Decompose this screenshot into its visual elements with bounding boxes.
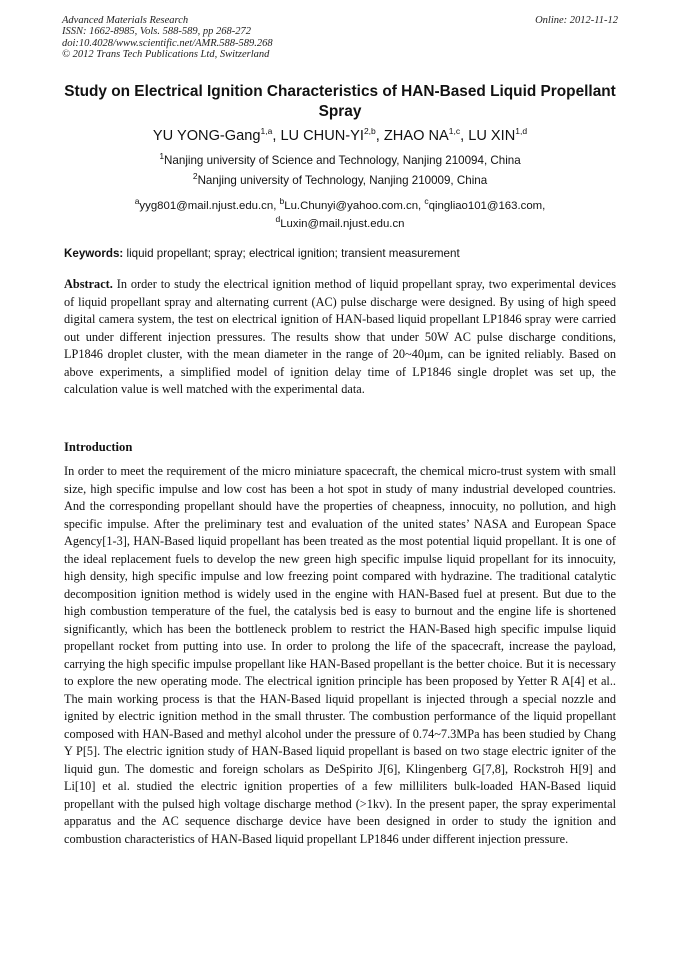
author-separator: ,	[375, 128, 384, 144]
doi-line[interactable]: doi:10.4028/www.scientific.net/AMR.588-589.268	[62, 37, 273, 49]
author-affil-mark: 1,d	[515, 126, 528, 137]
author-name: YU YONG-Gang	[152, 128, 261, 144]
abstract-label: Abstract.	[64, 277, 113, 291]
author-name: LU CHUN-YI	[280, 128, 364, 144]
abstract-text: In order to study the electrical ignition method of liquid propellant spray, two experimental devices of liquid propellant spray and alternating current (AC) pulse discharge were designed. By using of high speed digital camera system, the test on electrical ignition of HAN-based liquid propellant LP1846 spray were carried out under different injection pressures. The results show that under 50W AC pulse discharge conditions, LP1846 droplet cluster, with the mean diameter in the range of 20~40μm, can be ignited reliably. Based on above experiments, a simplified model of ignition delay time of LP1846 single droplet was set up, the calculation value is well matched with the experimental data.	[64, 277, 616, 396]
email-address[interactable]: yyg801@mail.njust.edu.cn,	[139, 200, 280, 212]
abstract	[64, 276, 616, 399]
author-separator: ,	[460, 128, 469, 144]
author-list	[62, 126, 618, 146]
keywords-text: liquid propellant; spray; electrical ignition; transient measurement	[123, 247, 460, 260]
introduction-body: In order to meet the requirement of the micro miniature spacecraft, the chemical micro-trust system with small size, high specific impulse and low cost has been a hot spot in study of many industrial developed countries. And the corresponding propellant should have the properties of cheapness, innocuity, no pollution, and high specific impulse. After the preliminary test and evaluation of the united states’ NASA and European Space Agency[1-3], HAN-Based liquid propellant has been treated as the most potential liquid propellant. It is one of the ideal replacement fuels to develop the new green high specific impulse liquid propellant for its innocuity, high density, high specific impulse and low freezing point compared with hydrazine. The traditional catalytic decomposition ignition method is widely used in the engine with HAN-Based fuel at present. But due to the high combustion temperature of the fuel, the catalysis bed is easy to burnout and the engine life is shortened significantly, which has been the bottleneck problem to restrict the HAN-Based high specific impulse liquid propellant rocket from putting into use. In order to prolong the life of the spacecraft, increase the payload, carrying the high specific impulse propellant like HAN-Based propellant is the better choice. But it is necessary to explore the new operating mode. The electrical ignition principle has been proposed by Yetter R A[4] et al.. The main working process is that the HAN-Based liquid propellant is injected through a special nozzle and ignited by electric ignition method in the small thruster. The combustion performance of the liquid propellant composed with HAN-Based and methyl alcohol under the pressure of 0.74~7.3MPa has been studied by Chang Y P[5]. The electric ignition study of HAN-Based liquid propellant is based on two stage electric igniter of the liquid gun. The domestic and foreign scholars as DeSpirito J[6], Klingenberg G[7,8], Rockstroh H[9] and Li[10] et al. studied the electric ignition properties of a few milliliters bulk-loaded HAN-Based liquid propellant with the pulsed high voltage discharge method (>1kv). In the present paper, the spray experimental apparatus and the AC sequence discharge device have been designed in order to study the ignition and combustion characteristics of HAN-Based liquid propellant LP1846 under different injection pressure.	[64, 464, 616, 846]
keywords-label: Keywords:	[64, 247, 124, 260]
paper-title: Study on Electrical Ignition Characteristics of HAN-Based Liquid Propellant Spray	[64, 83, 616, 120]
author-name: ZHAO NA	[383, 128, 449, 144]
online-date: Online: 2012-11-12	[535, 15, 618, 26]
affiliation-mark: 1	[159, 151, 165, 162]
author-separator: ,	[272, 128, 281, 144]
author-affil-mark: 2,b	[363, 126, 376, 137]
affiliation	[62, 173, 618, 189]
affiliation-text: Nanjing university of Technology, Nanjing 210009, China	[197, 174, 488, 187]
email-mark: a	[134, 196, 140, 207]
author-affil-mark: 1,c	[448, 126, 461, 137]
affiliation	[62, 153, 618, 169]
email-line	[62, 198, 618, 214]
email-address[interactable]: Lu.Chunyi@yahoo.com.cn,	[284, 200, 425, 212]
email-line	[62, 216, 618, 232]
affiliation-text: Nanjing university of Science and Technology, Nanjing 210094, China	[164, 154, 521, 167]
affiliation-mark: 2	[192, 171, 198, 182]
journal-name: Advanced Materials Research	[62, 15, 189, 26]
email-mark: c	[424, 196, 429, 207]
email-address[interactable]: Luxin@mail.njust.edu.cn	[280, 218, 405, 230]
author-name: LU XIN	[468, 128, 516, 144]
copyright-line: © 2012 Trans Tech Publications Ltd, Switzerland	[62, 49, 270, 61]
email-address[interactable]: qingliao101@163.com,	[428, 200, 546, 212]
email-mark: b	[279, 196, 285, 207]
keywords	[64, 246, 616, 262]
author-affil-mark: 1,a	[260, 126, 273, 137]
section-heading-introduction: Introduction	[64, 440, 133, 454]
journal-header	[62, 15, 618, 61]
email-mark: d	[275, 214, 281, 225]
issn-line: ISSN: 1662-8985, Vols. 588-589, pp 268-272	[62, 26, 251, 38]
